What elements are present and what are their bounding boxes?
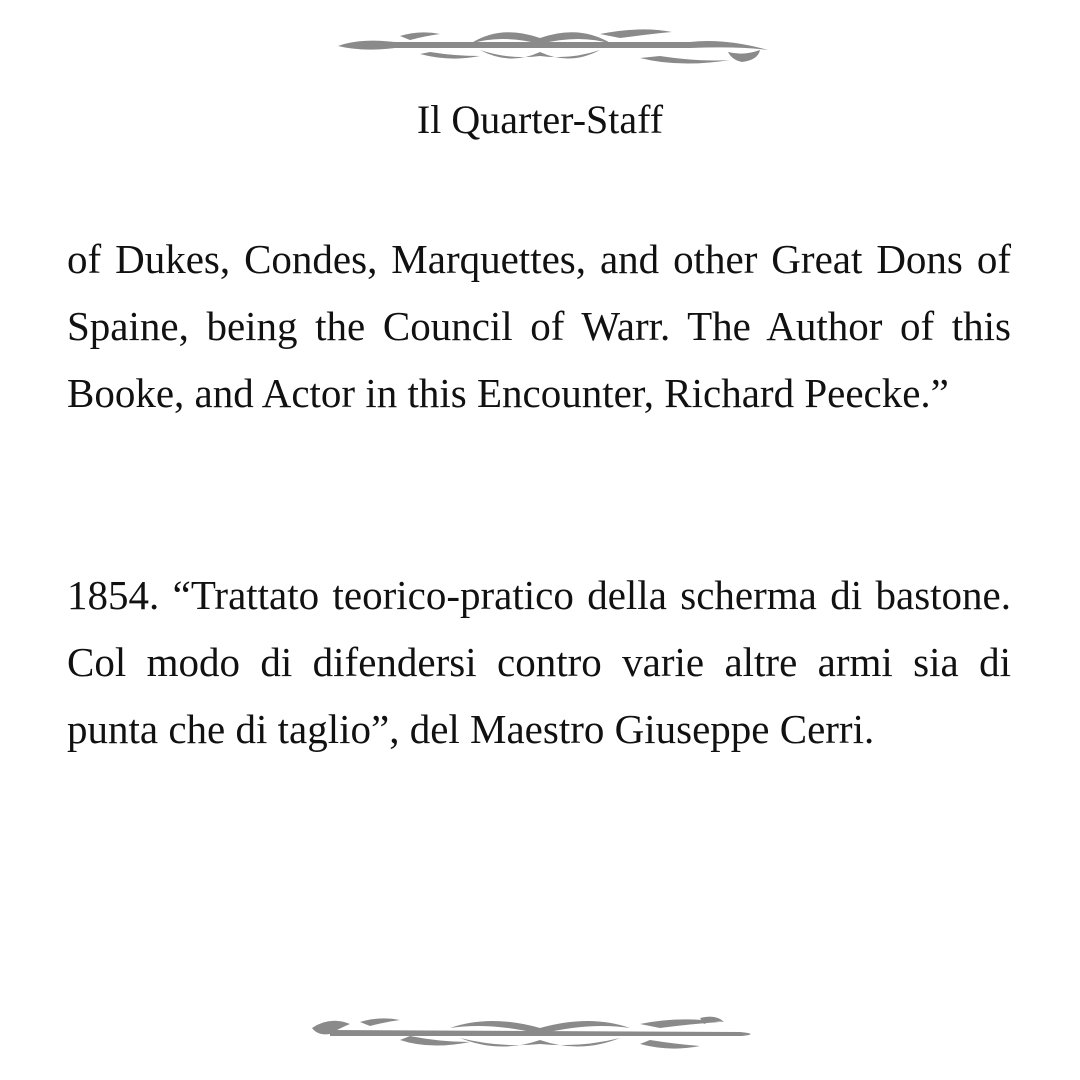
bottom-flourish-ornament [0, 1006, 1080, 1060]
paragraph-bibliography-entry: 1854. “Trattato teorico-pratico della scherma di bastone. Col modo di difendersi contro varie altre armi sia di punta che di taglio”, del Maestro Giuseppe Cerri. [67, 572, 1011, 752]
paragraph-continuation: of Dukes, Condes, Marquettes, and other Great Dons of Spaine, being the Council of Warr. The Author of this Booke, and Actor in this Encounter, Richard Peecke.” [67, 236, 1011, 416]
top-flourish-ornament [0, 22, 1080, 72]
page-title: Il Quarter-Staff [416, 97, 664, 142]
